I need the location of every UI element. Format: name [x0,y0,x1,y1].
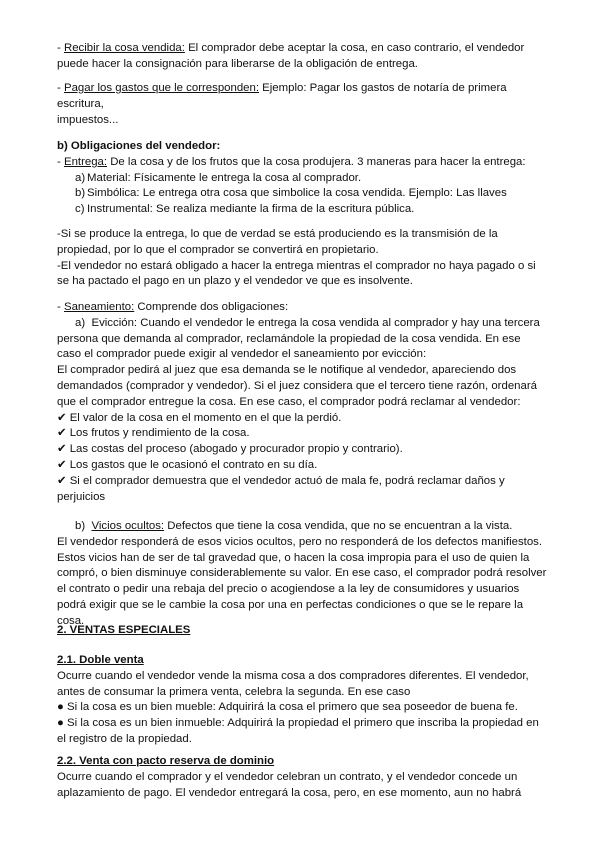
section-heading-ventas-especiales: 2. VENTAS ESPECIALES [57,624,191,636]
term-recibir: Recibir la cosa vendida: [63,42,185,54]
eviccion-paragraph: El comprador pedirá al juez que esa demanda se le notifique al vendedor, apareciendo dos demandados (comprador y vendedor). Si el juez considera que el tercero tiene razón, ordenará que el comprador entregue la cosa. En ese caso, el comprador podrá reclamar al vendedor: [57,364,537,408]
section-doble-venta: 2.1. Doble venta Ocurre cuando el vendedor vende la misma cosa a dos compradores diferentes. El vendedor, antes de consumar la primera venta, celebra la segunda. En ese caso ● Si la cosa es un bien mueble: Adquirirá la cosa el primero que sea poseedor de buena fe. ● Si la cosa es un bien inmueble: Adquirirá la propiedad el primero que inscriba la propiedad en el registro de la propiedad. [57,653,547,748]
list-item: a) Material: Físicamente le entrega la cosa al comprador. [75,171,362,184]
text-recibir: El comprador debe aceptar la cosa, en caso contrario, el vendedor puede hacer la consignación para liberarse de la obligación de entrega. [57,42,525,70]
text-entrega: De la cosa y de los frutos que la cosa produjera. 3 maneras para hacer la entrega: [107,155,526,168]
list-item: b) Simbólica: Le entrega otra cosa que simbolice la cosa vendida. Ejemplo: Las llaves [75,187,507,200]
term-saneamiento: Saneamiento: [63,301,135,313]
section-reserva-dominio: 2.2. Venta con pacto reserva de dominio Ocurre cuando el comprador y el vendedor celebran un contrato, y el vendedor concede un aplazamiento de pago. El vendedor entregará la cosa, pero, en ese momento, aun no habrá [57,754,547,801]
heading-reserva-dominio: 2.2. Venta con pacto reserva de dominio [57,755,275,767]
term-entrega: Entrega: [63,155,108,168]
check-item: ✔ Los frutos y rendimiento de la cosa. [57,427,250,440]
text-pagar: Ejemplo: Pagar los gastos de notaría de primera escritura, [57,82,507,110]
eviccion-first-line: a) Evicción: Cuando el vendedor le entrega la cosa vendida al comprador y hay una tercera [75,316,540,329]
list-item: c) Instrumental: Se realiza mediante la firma de la escritura pública. [75,203,415,216]
section-saneamiento: - Saneamiento: Comprende dos obligaciones: a) Evicción: Cuando el vendedor le entrega la cosa vendida al comprador y hay una tercera persona que demanda al comprador, reclamándole la propiedad de la cosa vendida. En ese caso el comprador puede exigir al vendedor el saneamiento por evicción: El comprador pedirá al juez que esa demanda se le notifique al vendedor, apareciendo dos demandados (comprador y vendedor). Si el juez considera que el tercero tiene razón, ordenará que el comprador entregue la cosa. En ese caso, el comprador podrá reclamar al vendedor: ✔ El valor de la cosa en el momento en el que la perdió. ✔ Los frutos y rendimiento de la cosa. ✔ Las costas del proceso (abogado y procurador propio y contrario). ✔ Los gastos que le ocasionó el contrato en su día. ✔ Si el comprador demuestra que el vendedor actuó de mala fe, podrá reclamar daños y perjuicios [57,300,547,505]
heading-obligaciones-vendedor: b) Obligaciones del vendedor: [57,140,221,152]
check-item: ✔ Las costas del proceso (abogado y procurador propio y contrario). [57,443,403,456]
heading-doble-venta: 2.1. Doble venta [57,654,144,666]
section-vicios-ocultos: b) Vicios ocultos: Defectos que tiene la cosa vendida, que no se encuentran a la vista. El vendedor responderá de esos vicios ocultos, pero no responderá de los defectos manifiestos. Estos vicios han de ser de tal gravedad que, o hacen la cosa impropia para el uso de quien la compró, o bien disminuye considerablemente su valor. En ese caso, el comprador podrá resolver el contrato o pedir una rebaja del precio o acogiendose a la ley de consumidores y usuarios podrá exigir que se le cambie la cosa por una en perfectas condiciones o que se le repare la cosa. [57,519,547,630]
paragraph-recibir: - Recibir la cosa vendida: El comprador debe aceptar la cosa, en caso contrario, el vendedor puede hacer la consignación para liberarse de la obligación de entrega. [57,42,525,70]
vicios-paragraph: El vendedor responderá de esos vicios ocultos, pero no responderá de los defectos manifiestos. Estos vicios han de ser de tal gravedad que, o hacen la cosa impropia para el uso de quien la compró, o bien disminuye considerablemente su valor. En ese caso, el comprador podrá resolver el contrato o pedir una rebaja del precio o acogiendose a la ley de consumidores y usuarios podrá exigir que se le cambie la cosa por una en perfectas condiciones o que se le repare la cosa. [57,535,547,627]
check-item: ✔ Los gastos que le ocasionó el contrato en su día. [57,458,318,471]
paragraph-pagar: - Pagar los gastos que le corresponden: Ejemplo: Pagar los gastos de notaría de primera escritura, impuestos... [57,81,547,128]
bullet-item: ● Si la cosa es un bien mueble: Adquirirá la cosa el primero que sea poseedor de buena fe. [57,701,518,714]
bullet-item: ● Si la cosa es un bien inmueble: Adquirirá la propiedad el primero que inscriba la propiedad en el registro de la propiedad. [57,717,539,745]
text-pagar-line2: impuestos... [57,113,119,126]
section-obligaciones-vendedor: b) Obligaciones del vendedor: - Entrega: De la cosa y de los frutos que la cosa produjera. 3 maneras para hacer la entrega: a) Material: Físicamente le entrega la cosa al comprador. b) Simbólica: Le entrega otra cosa que simbolice la cosa vendida. Ejemplo: Las llaves c) Instrumental: Se realiza mediante la firma de la escritura pública. [57,139,547,218]
check-item: ✔ Si el comprador demuestra que el vendedor actuó de mala fe, podrá reclamar daños y perjuicios [57,474,505,503]
eviccion-rest: persona que demanda al comprador, reclamándole la propiedad de la cosa vendida. En ese caso el comprador puede exigir al vendedor el saneamiento por evicción: [57,332,521,361]
paragraph-transmision: -Si se produce la entrega, lo que de verdad se está produciendo es la transmisión de la propiedad, por lo que el comprador se convertirá en propietario. -El vendedor no estará obligado a hacer la entrega mientras el comprador no haya pagado o si se ha pactado el pago en un plazo y el vendedor ve que es insolvente. [57,228,536,288]
term-pagar: Pagar los gastos que le corresponden: [63,82,260,94]
term-vicios: Vicios ocultos: [91,520,165,532]
text-saneamiento: Comprende dos obligaciones: [134,301,289,313]
check-item: ✔ El valor de la cosa en el momento en el que la perdió. [57,411,342,424]
